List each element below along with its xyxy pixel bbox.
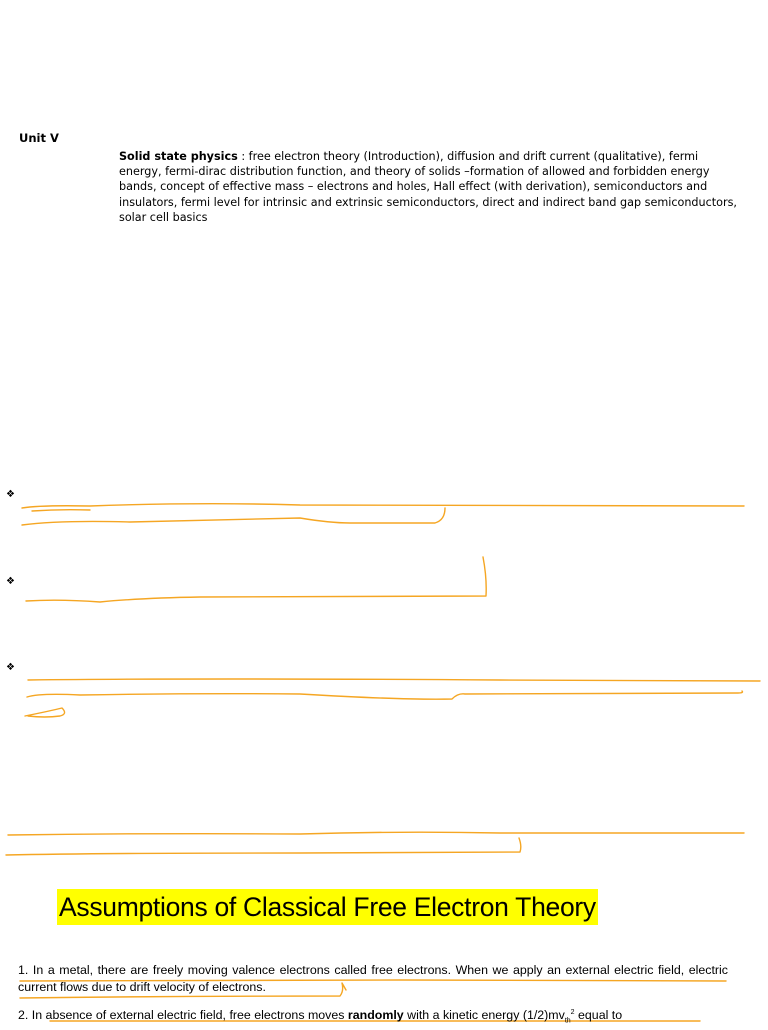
heading-part-2: of xyxy=(207,892,244,922)
syllabus-topic: Solid state physics xyxy=(119,150,238,163)
assumption-point-1: 1. In a metal, there are freely moving valence electrons called free electrons. When we apply an external electric field, electric current flows due to drift velocity of electrons. xyxy=(18,963,728,994)
bullet-2-icon: ❖ xyxy=(6,576,15,587)
syllabus-separator: : xyxy=(237,150,249,163)
section-heading xyxy=(57,889,598,925)
point-2-text-start: 2. In absence of external electric field, free electrons moves xyxy=(18,1008,348,1023)
point-2-subscript: th xyxy=(564,1017,571,1025)
annotation-stroke xyxy=(32,510,90,511)
annotation-stroke xyxy=(22,504,744,508)
syllabus-text: free electron theory (Introduction), diffusion and drift current (qualitative), fermi energy, fermi-dirac distribution function, and theory of solids –formation of allowed and forbidden energy bands, concept of effective mass – electrons and holes, Hall effect (with derivation), semiconductors and insulators, fermi level for intrinsic and extrinsic semiconductors, direct and indirect band gap semiconductors, solar cell basics xyxy=(119,150,737,224)
bullet-3-icon: ❖ xyxy=(6,662,15,673)
annotation-stroke xyxy=(8,832,744,835)
point-2-bold-text: randomly xyxy=(347,1008,404,1023)
heading-part-3: Classical Free Electron Theory xyxy=(243,892,596,922)
annotation-stroke xyxy=(28,679,760,681)
point-2-text-end: equal to xyxy=(574,1008,623,1023)
point-2-text-mid: with a kinetic energy (1/2)mv xyxy=(403,1008,565,1023)
point-2-superscript: 2 xyxy=(570,1009,575,1016)
annotation-stroke xyxy=(27,691,743,699)
annotation-stroke xyxy=(22,508,445,525)
annotation-stroke xyxy=(6,838,521,855)
heading-part-1: Assumptions xyxy=(59,892,208,922)
syllabus-block xyxy=(119,149,739,225)
assumption-point-2 xyxy=(18,1004,728,1030)
bullet-1-icon: ❖ xyxy=(6,489,15,500)
annotation-stroke xyxy=(25,708,65,717)
unit-label: Unit V xyxy=(19,131,59,145)
annotation-stroke xyxy=(26,557,486,602)
